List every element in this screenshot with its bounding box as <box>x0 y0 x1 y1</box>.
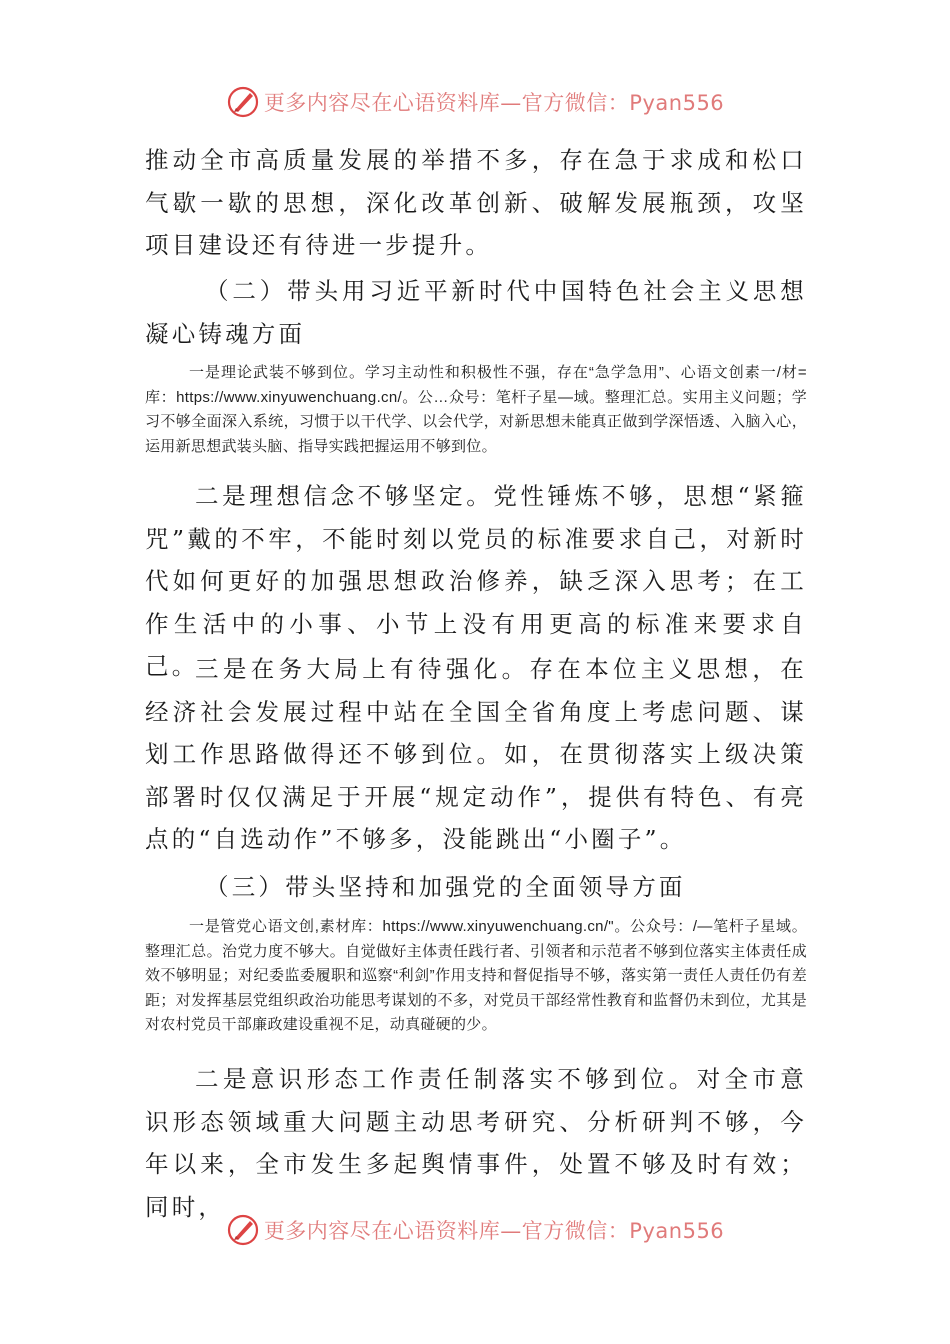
pen-logo-icon <box>226 1213 260 1247</box>
paragraph-small-2: 一是管党心语文创,素材库：https://www.xinyuwenchuang.cn/"。公众号：/—笔杆子星域。整理汇总。治党力度不够大。自觉做好主体责任践行者、引领者和示范者不够到位落实主体责任成效不够明显；对纪委监委履职和巡察“利剑”作用支持和督促指导不够，落实第一责任人责任仍有差距；对发挥基层党组织政治功能思考谋划的不多，对党员干部经常性教育和监督仍未到位，尤其是对农村党员干部廉政建设重视不足，动真碰硬的少。 <box>145 918 807 1033</box>
header-banner <box>0 82 950 122</box>
footer-banner <box>0 1210 950 1250</box>
pen-logo-icon <box>226 85 260 119</box>
paragraph-3: 三是在务大局上有待强化。存在本位主义思想，在经济社会发展过程中站在全国全省角度上考虑问题、谋划工作思路做得还不够到位。如，在贯彻落实上级决策部署时仅仅满足于开展“规定动作”，提供有特色、有亮点的“自选动作”不够多，没能跳出“小圈子”。 <box>145 655 807 853</box>
paragraph-4: 二是意识形态工作责任制落实不够到位。对全市意识形态领域重大问题主动思考研究、分析研判不够，今年以来，全市发生多起舆情事件，处置不够及时有效；同时， <box>145 1065 807 1221</box>
footer-banner-text: 更多内容尽在心语资料库—官方微信：Pyan556 <box>263 1219 725 1243</box>
paragraph-2: 二是理想信念不够坚定。党性锤炼不够，思想“紧箍咒”戴的不牢，不能时刻以党员的标准要求自己，对新时代如何更好的加强思想政治修养，缺乏深入思考；在工作生活中的小事、小节上没有用更高的标准来要求自己。 <box>145 482 807 680</box>
paragraph-1: 推动全市高质量发展的举措不多，存在急于求成和松口气歇一歇的思想，深化改革创新、破解发展瓶颈，攻坚项目建设还有待进一步提升。 <box>145 146 807 259</box>
paragraph-small-1: 一是理论武装不够到位。学习主动性和积极性不强，存在“急学急用”、心语文创素一/材=库：https://www.xinyuwenchuang.cn/。公…众号：笔杆子星—域。整理汇总。实用主义问题；学习不够全面深入系统，习惯于以干代学、以会代学，对新思想未能真正做到学深悟透、入脑入心，运用新思想武装头脑、指导实践把握运用不够到位。 <box>145 364 807 455</box>
section-heading-3: （三）带头坚持和加强党的全面领导方面 <box>205 873 686 901</box>
section-heading-2: （二）带头用习近平新时代中国特色社会主义思想凝心铸魂方面 <box>145 277 807 348</box>
header-banner-text: 更多内容尽在心语资料库—官方微信：Pyan556 <box>263 91 725 115</box>
